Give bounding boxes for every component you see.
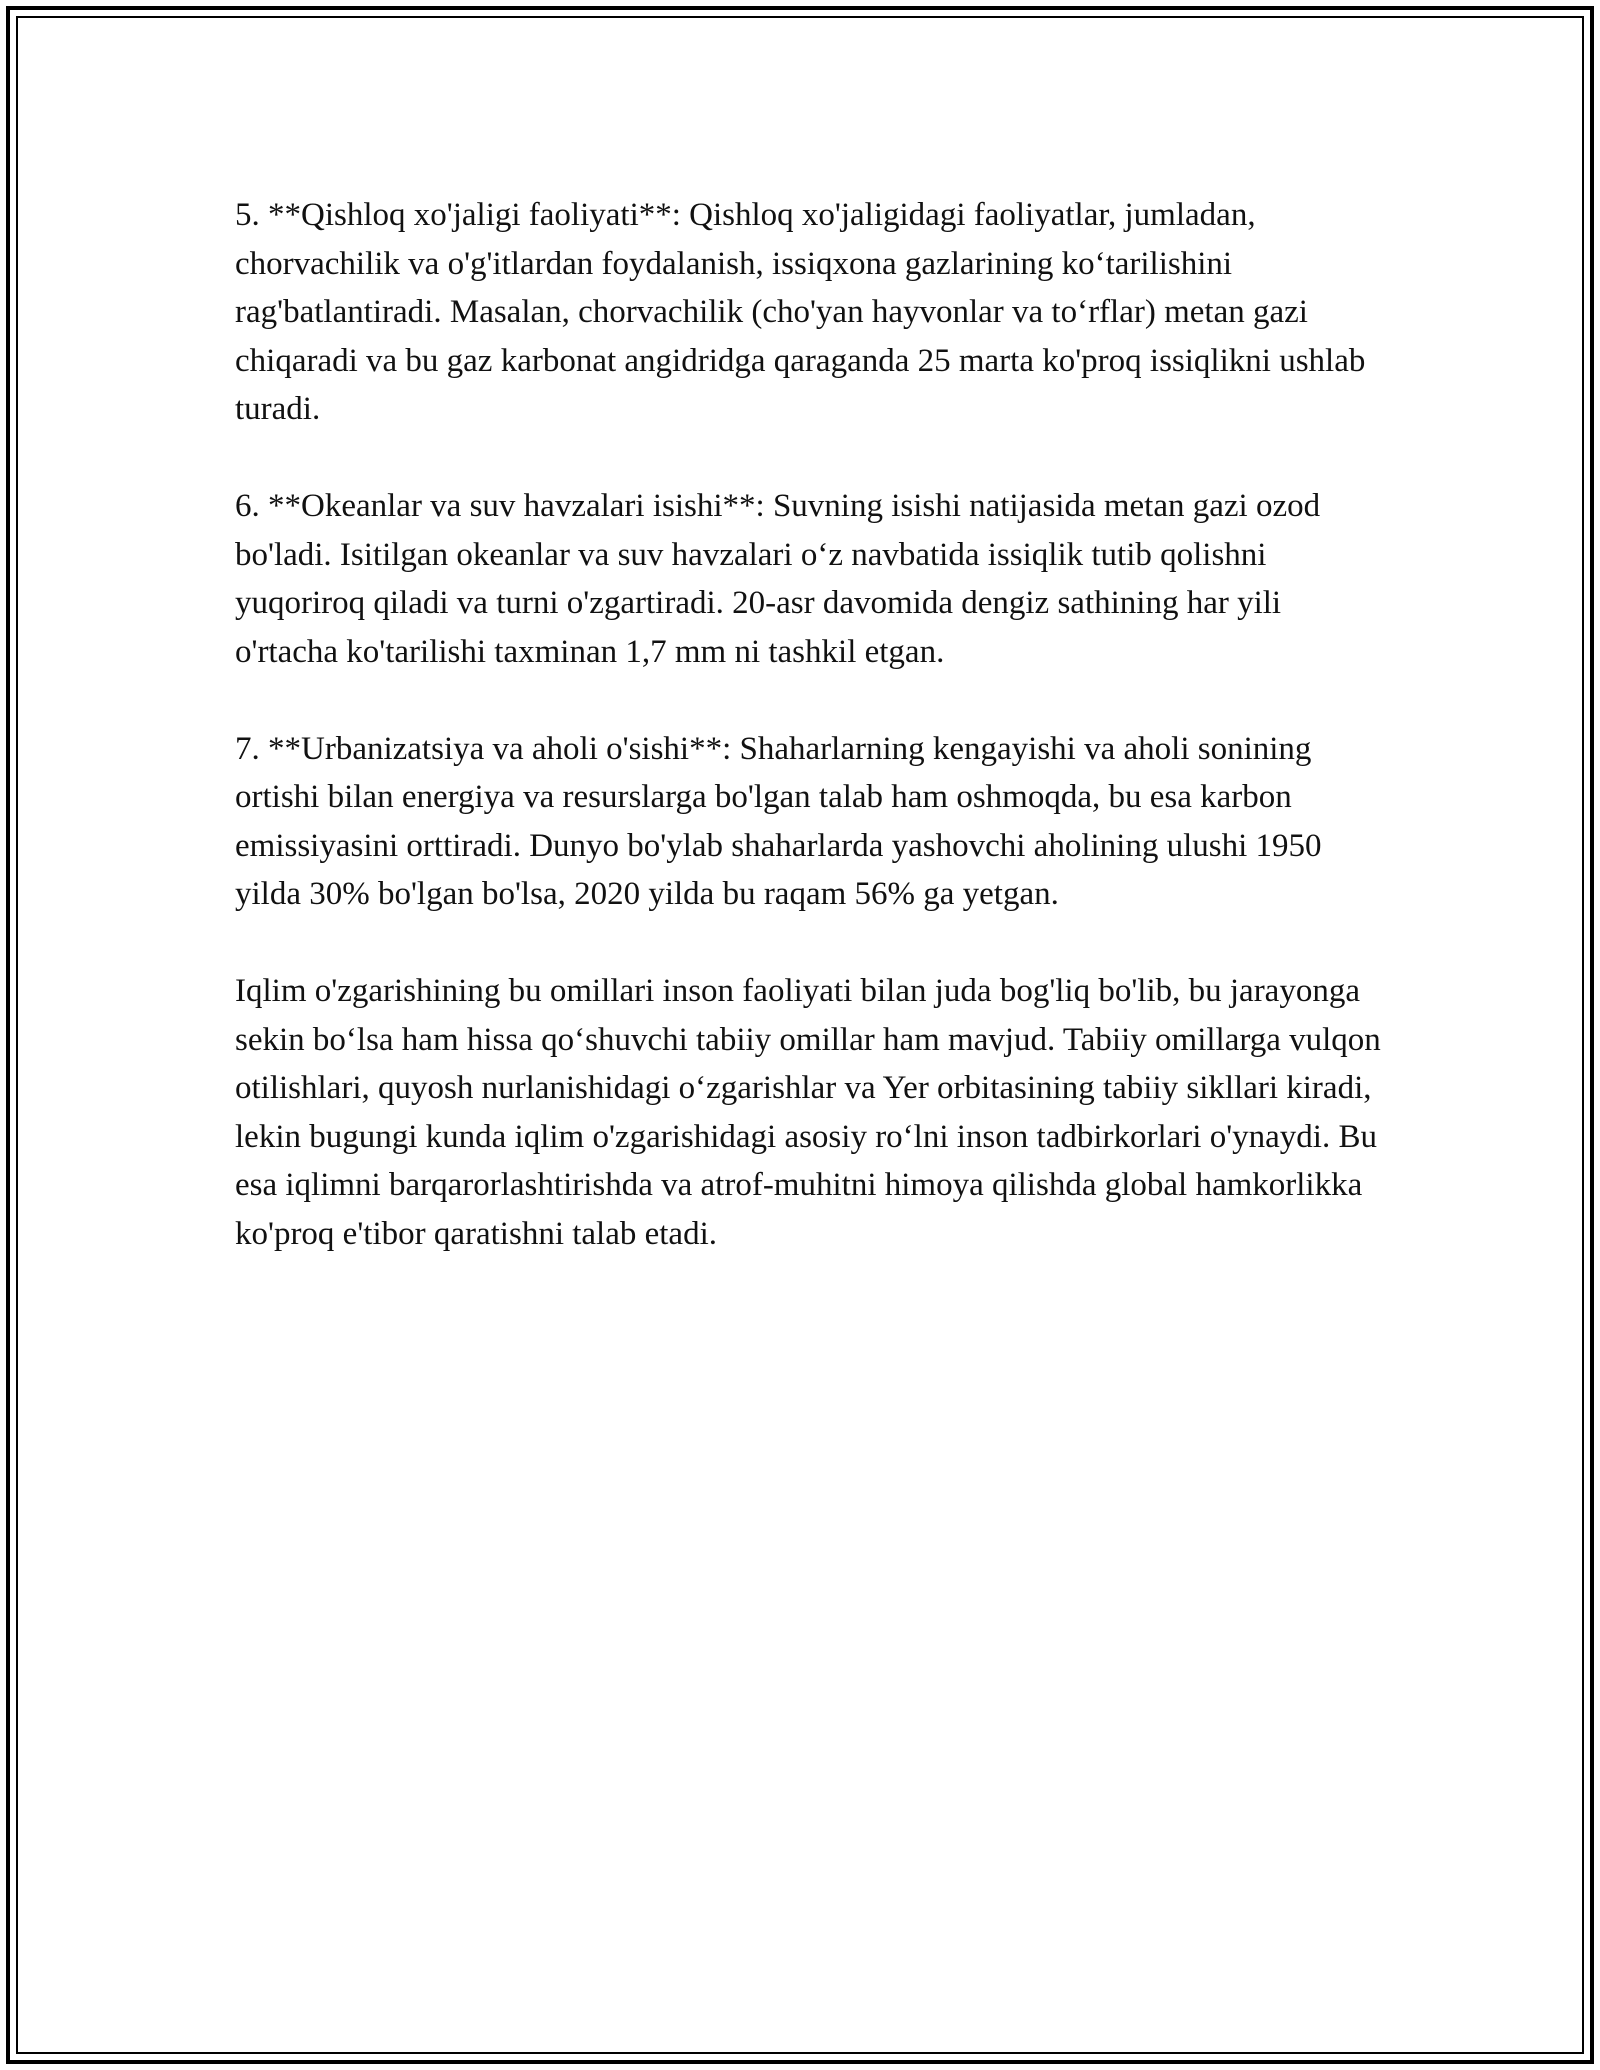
paragraph-agriculture: 5. **Qishloq xo'jaligi faoliyati**: Qishloq xo'jaligidagi faoliyatlar, jumladan, chorvachilik va o'g'itlardan foydalanish, issiqxona gazlarining ko‘tarilishini rag'batlantiradi. Masalan, chorvachilik (cho'yan hayvonlar va to‘rflar) metan gazi chiqaradi va bu gaz karbonat angidridga qaraganda 25 marta ko'proq issiqlikni ushlab turadi.: [235, 197, 1366, 427]
paragraph-conclusion: Iqlim o'zgarishining bu omillari inson faoliyati bilan juda bog'liq bo'lib, bu jarayonga sekin bo‘lsa ham hissa qo‘shuvchi tabiiy omillar ham mavjud. Tabiiy omillarga vulqon otilishlari, quyosh nurlanishidagi o‘zgarishlar va Yer orbitasining tabiiy sikllari kiradi, lekin bugungi kunda iqlim o'zgarishidagi asosiy ro‘lni inson tadbirkorlari o'ynaydi. Bu esa iqlimni barqarorlashtirishda va atrof-muhitni himoya qilishda global hamkorlikka ko'proq e'tibor qaratishni talab etadi.: [235, 973, 1381, 1252]
paragraph-urbanization: 7. **Urbanizatsiya va aholi o'sishi**: Shaharlarning kengayishi va aholi sonining ortishi bilan energiya va resurslarga bo'lgan talab ham oshmoqda, bu esa karbon emissiyasini orttiradi. Dunyo bo'ylab shaharlarda yashovchi aholining ulushi 1950 yilda 30% bo'lgan bo'lsa, 2020 yilda bu raqam 56% ga yetgan.: [235, 730, 1322, 912]
document-body: [235, 191, 1385, 1307]
paragraph-oceans-warming: 6. **Okeanlar va suv havzalari isishi**: Suvning isishi natijasida metan gazi ozod bo'ladi. Isitilgan okeanlar va suv havzalari o‘z navbatida issiqlik tutib qolishni yuqoriroq qiladi va turni o'zgartiradi. 20-asr davomida dengiz sathining har yili o'rtacha ko'tarilishi taxminan 1,7 mm ni tashkil etgan.: [235, 488, 1321, 670]
